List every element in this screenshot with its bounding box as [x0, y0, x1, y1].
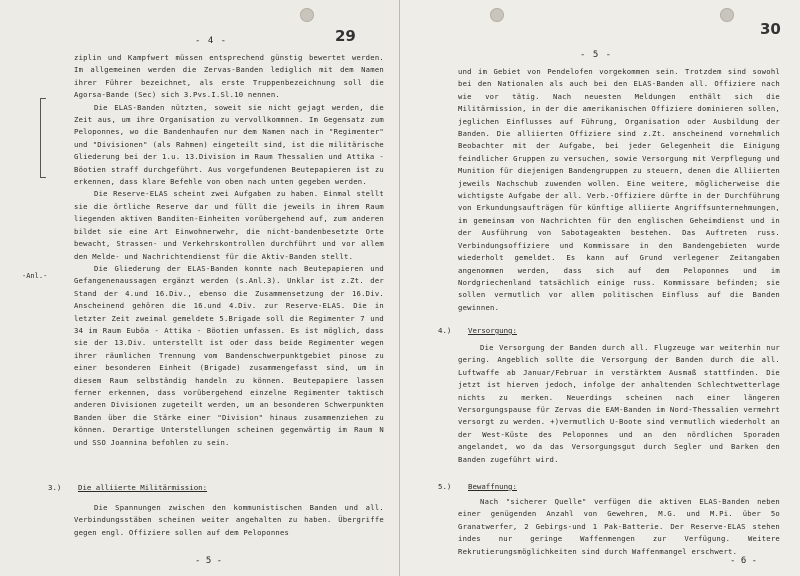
paragraph: Die Spannungen zwischen den kommunistischen Banden und all. Verbindungsstäben scheinen weiter angehalten zu haben. Übergriffe gegen engl. Offiziere sollen auf dem Peloponnes: [74, 503, 384, 537]
section-title: Die alliierte Militärmission:: [78, 483, 208, 492]
section-title: Versorgung:: [468, 326, 517, 335]
section-number: 3.): [48, 483, 62, 492]
archive-number: 29: [335, 27, 356, 45]
section-number: 4.): [438, 326, 452, 335]
section-title: Bewaffnung:: [468, 482, 517, 491]
paragraph: ziplin und Kampfwert müssen entsprechend günstig bewertet werden. Im allgemeinen werden die Zervas-Banden lediglich mit dem Namen ihrer Führer bezeichnet, als erste Truppenbezeichnung soll die Agorsa-Bande (Sec) sich 3.Pvs.I.Sl.10 nennen.: [74, 53, 384, 100]
punch-hole: [720, 8, 734, 22]
page-number-top: - 5 -: [580, 50, 613, 60]
paragraph: Die Versorgung der Banden durch all. Flugzeuge war weiterhin nur gering. Angeblich sollte die Versorgung der Banden durch die all. Luftwaffe ab Januar/Februar in verstärktem Ausmaß stattfinden. Die jetzt ist hierven jedoch, infolge der anhaltenden Schlechtwetterlage nichts zu merken. Neuerdings scheinen nach einer längeren Versorgungspause für Zervas die EAM-Banden im Nord-Thessalien vermehrt versorgt zu werden. +)vermutlich U-Boote sind vermutlich wiederholt an der West-Küste des Peloponnes und an den nördlichen Sporaden angelandet, wo da das Versorgungsgut durch Segler und Barken den Banden zugeführt wird.: [458, 343, 780, 464]
section-number: 5.): [438, 482, 452, 491]
section-heading-5: [438, 482, 517, 491]
paragraph: Die Gliederung der ELAS-Banden konnte nach Beutepapieren und Gefangenenaussagen ergänzt werden (s.Anl.3). Unklar ist z.Zt. der Stand der 4.und 16.Div., ebenso die Zusammensetzung der 16.Div. Anscheinend gehören die 16.und 4.Div. zur Reserve-ELAS. Die in letzter Zeit zweimal gemeldete 5.Brigade soll die Regimenter 7 und 34 im Raum Euböa - Attika - Böotien umfassen. Es ist möglich, dass sie der 13.Div. unterstellt ist oder dass beide Regimenter wegen ihrer räumlichen Trennung vom Bandenschwerpunktgebiet pinose zu einer besonderen Einheit (Brigade) zusammengefasst sind, um in diesem Raum selbständig handeln zu können. Beutepapiere lassen ferner erkennen, dass vorübergehend einzelne Regimenter taktisch anderen Divisionen zugeteilt werden, um an besonderen Schwerpunkten Banden über die Stärke einer "Division" hinaus zusammenziehen zu können. Derartige Unterstellungen scheinen gegenwärtig im Raum N und SSO Joannina befohlen zu sein.: [74, 263, 384, 447]
margin-bracket: [40, 98, 46, 178]
archive-number: 30: [760, 20, 781, 38]
section-heading-3: [48, 483, 207, 492]
left-body: [74, 52, 384, 449]
punch-hole: [490, 8, 504, 22]
paragraph: Die Reserve-ELAS scheint zwei Aufgaben zu haben. Einmal stellt sie die örtliche Reserve dar und füllt die jeweils in ihrem Raum liegenden aktiven Banditen-Einheiten vorübergehend auf, zum anderen bildet sie eine Art Einwohnerwehr, die nicht-bandenbesetzte Orte bewacht, Strassen- und Verkehrskontrollen durchführt und vor allem den Melde- und Nachrichtendienst für die Aktiv-Banden stellt.: [74, 189, 384, 261]
margin-note: -Anl.-: [22, 272, 48, 280]
punch-hole: [300, 8, 314, 22]
paragraph: Nach "sicherer Quelle" verfügen die aktiven ELAS-Banden neben einer genügenden Anzahl von Gewehren, M.G. und M.Pi. über 5o Granatwerfer, 2 Gebirgs-und 1 Pak-Batterie. Der Reserve-ELAS stehen indes nur geringe Waffenmengen zur Verfügung. Weitere Rekrutierungsmöglichkeiten sind durch Waffenmangel erschwert.: [458, 497, 780, 556]
right-page: [400, 0, 800, 576]
paragraph: und im Gebiet von Pendelofen vorgekommen sein. Trotzdem sind sowohl bei den Nationalen als auch bei den ELAS-Banden all. Offiziere nach wie vor tätig. Nach neuesten Meldungen enthält sich die Militärmission, in der die amerikanischen Offiziere dominieren sollen, jeglichen Einflusses auf Führung, Organisation oder Ausbildung der Banden. Die alliierten Offiziere sind z.Zt. anscheinend vornehmlich Beobachter mit der Aufgabe, bei jeder Gelegenheit die Einigung feindlicher Gruppen zu versuchen, sowie Versorgung mit Verpflegung und Munition für diejenigen Bandengruppen zu steuern, denen die Alliierten jeweils Nachschub zuwenden wollen. Eine weitere, möglicherweise die wichtigste Aufgabe der all. Verb.-Offiziere dürfte in der Durchführung von Erkundungsaufträgen für künftige alliierte Angriffsunternehmungen, im gemeinsam von Nachrichten für den englischen Geheimdienst und in der Ausführung von Sabotageakten bestehen. Das Auftreten russ. Verbindungsoffiziere und Kommissare in den Bandengebieten wurde wiederholt gemeldet. Es kann auf Grund verlegener Zeitangaben angenommen werden, dass sich auf dem Peloponnes und im Nordgriechenland tatsächlich einige russ. Kommissare befinden; sie sollen vermutlich vor allem politischen Einfluss auf die Banden gewinnen.: [458, 67, 780, 312]
page-number-top: - 4 -: [195, 36, 228, 46]
paragraph: Die ELAS-Banden nützten, soweit sie nicht gejagt werden, die Zeit aus, um ihre Organisation zu vervollkommnen. Im Gegensatz zum Peloponnes, wo die Bandenhaufen nur dem Namen nach in "Regimenter" und "Divisionen" (als Rahmen) eingeteilt sind, ist die militärische Gliederung bei der 1.u. 13.Division im Raum Thessalien und Attika - Böotien straff durchgeführt. Aus vorgefundenen Beutepapieren ist zu erkennen, dass klare Befehle von oben nach unten gegeben werden.: [74, 102, 384, 187]
section-heading-4: [438, 326, 517, 335]
page-number-bottom: - 5 -: [195, 556, 223, 566]
page-number-bottom: - 6 -: [730, 556, 758, 566]
